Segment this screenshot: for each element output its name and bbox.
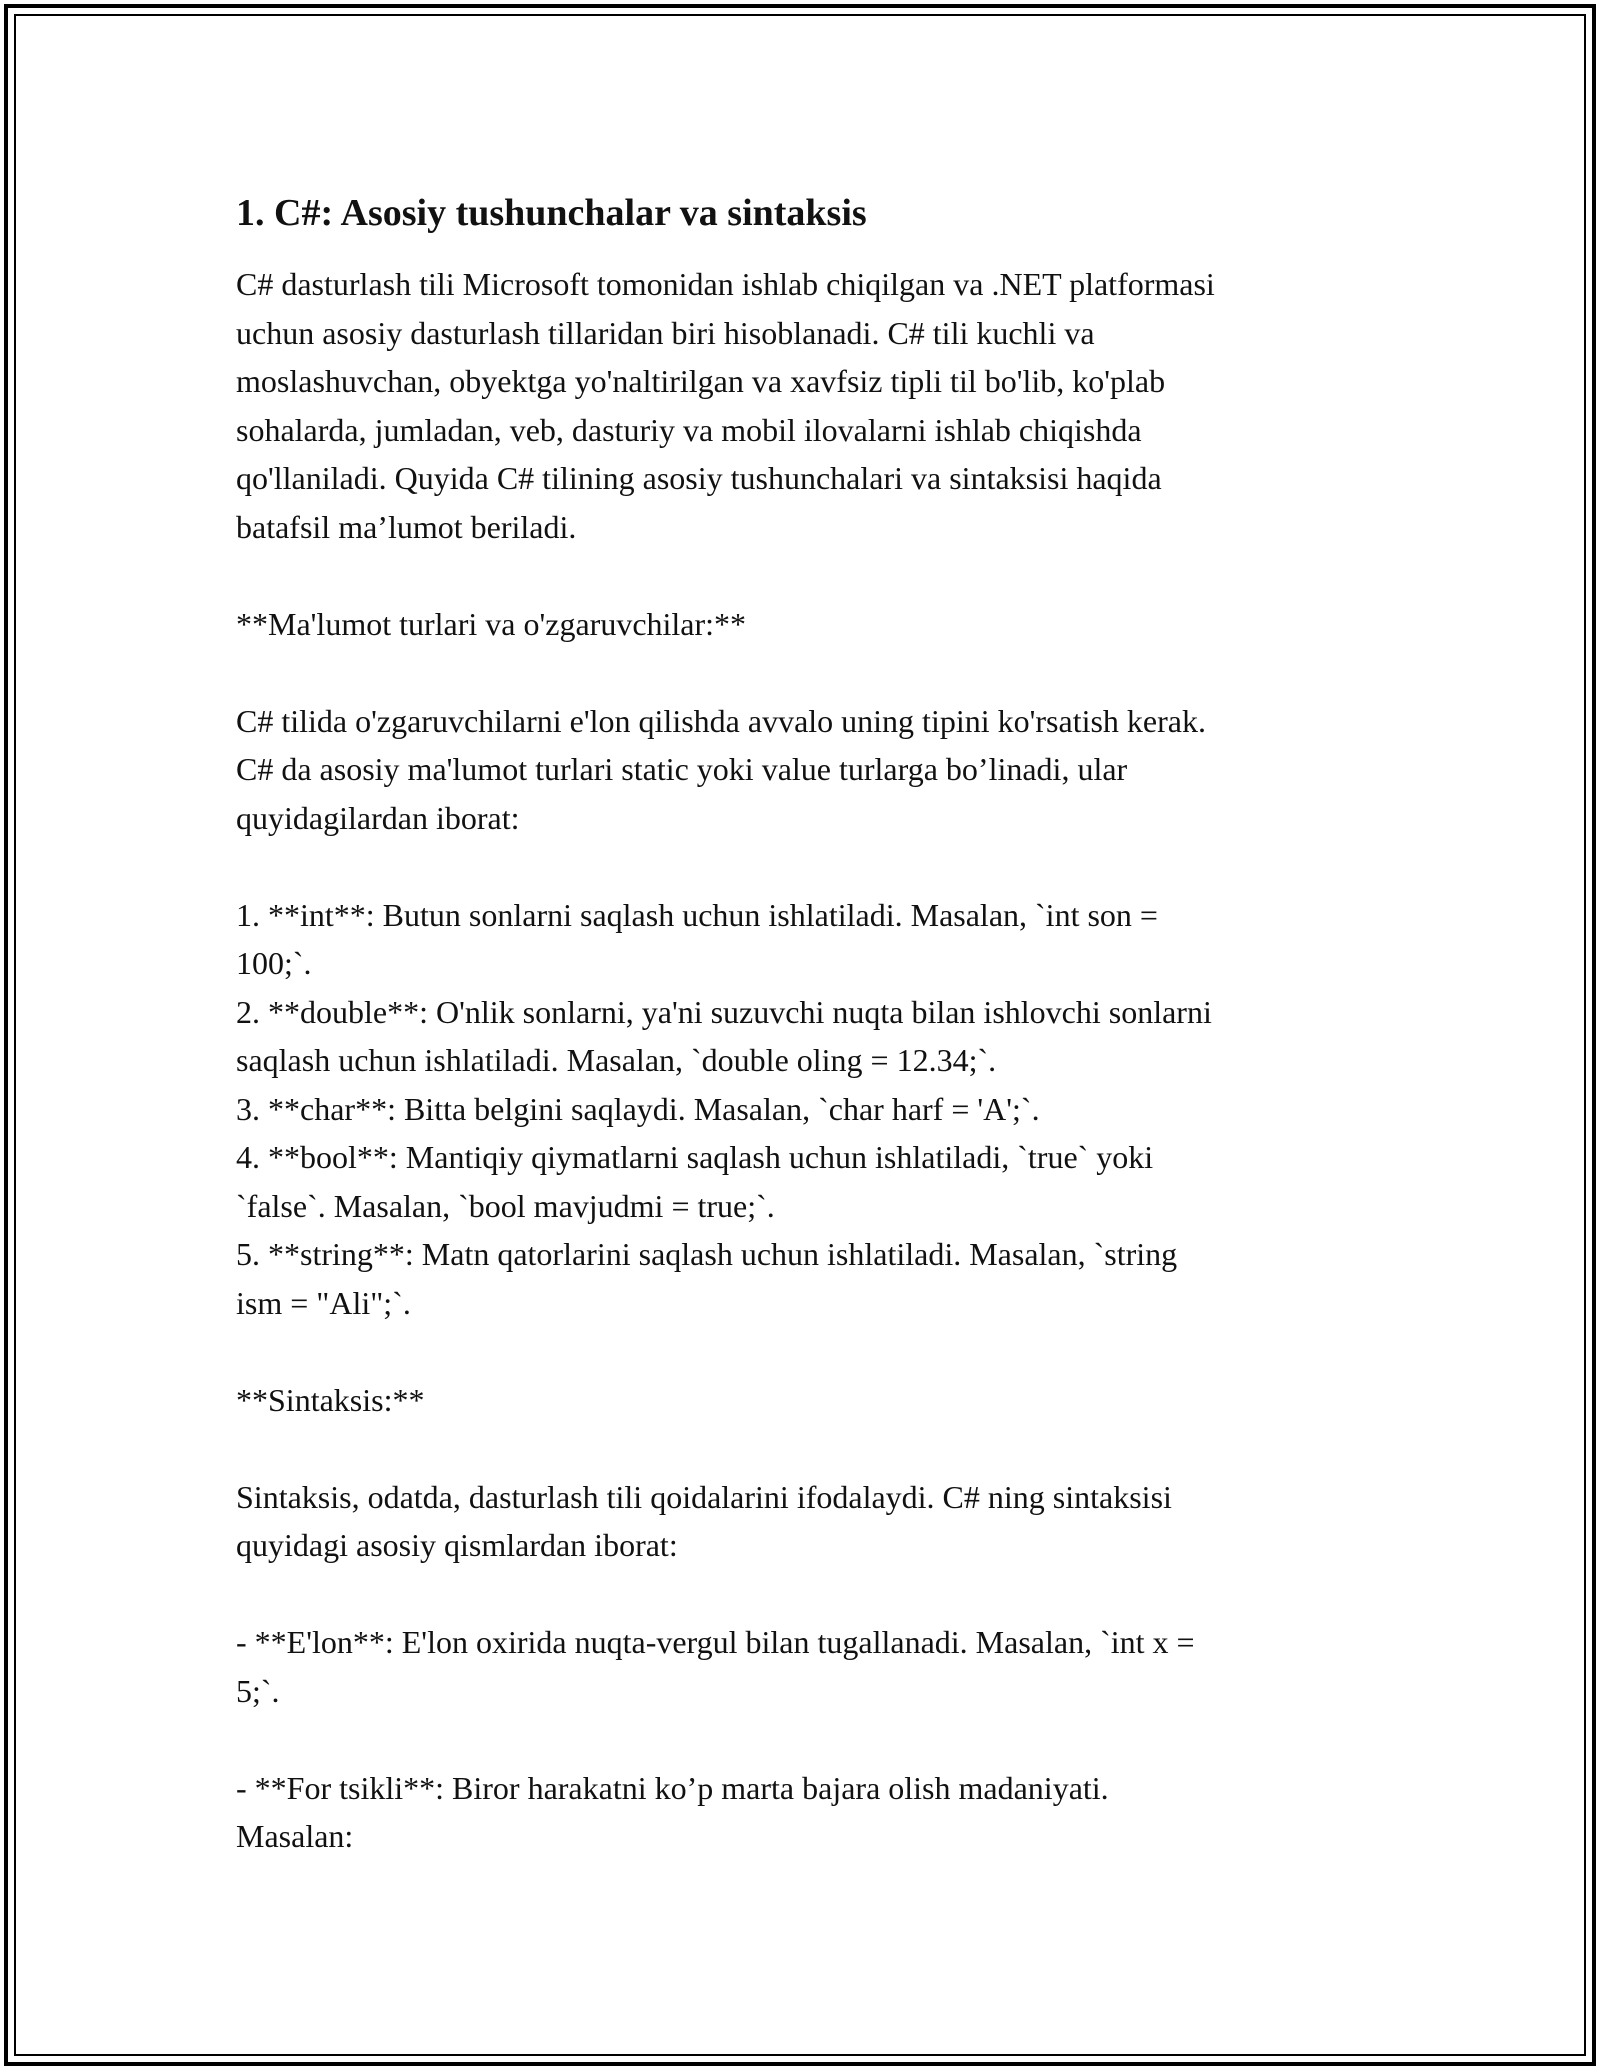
text-line: moslashuvchan, obyektga yo'naltirilgan va xavfsiz tipli til bo'lib, ko'plab bbox=[236, 363, 1166, 399]
text-line: **Sintaksis:** bbox=[236, 1381, 425, 1418]
list-item-line: 100;`. bbox=[236, 945, 312, 981]
intro-paragraph bbox=[236, 260, 1376, 551]
list-item-line: - **E'lon**: E'lon oxirida nuqta-vergul bilan tugallanadi. Masalan, `int x = bbox=[236, 1624, 1195, 1660]
declaration-item bbox=[236, 1618, 1376, 1715]
list-item-line: 5;`. bbox=[236, 1672, 280, 1709]
list-item-line: - **For tsikli**: Biror harakatni ko’p marta bajara olish madaniyati. bbox=[236, 1769, 1109, 1806]
text-line: Sintaksis, odatda, dasturlash tili qoidalarini ifodalaydi. C# ning sintaksisi bbox=[236, 1478, 1172, 1515]
data-types-intro bbox=[236, 697, 1376, 843]
text-line: quyidagi asosiy qismlardan iborat: bbox=[236, 1527, 678, 1563]
list-item-line: 2. **double**: O'nlik sonlarni, ya'ni suzuvchi nuqta bilan ishlovchi sonlarni bbox=[236, 993, 1212, 1030]
list-item-line: 3. **char**: Bitta belgini saqlaydi. Masalan, `char harf = 'A';`. bbox=[236, 1090, 1040, 1127]
blank-line bbox=[236, 1424, 1376, 1473]
text-line: quyidagilardan iborat: bbox=[236, 799, 520, 836]
blank-line bbox=[236, 842, 1376, 891]
text-line: qo'llaniladi. Quyida C# tilining asosiy tushunchalari va sintaksisi haqida bbox=[236, 460, 1162, 496]
data-types-title bbox=[236, 600, 1376, 649]
text-line: C# tilida o'zgaruvchilarni e'lon qilishda avvalo uning tipini ko'rsatish kerak. bbox=[236, 702, 1206, 739]
for-loop-item bbox=[236, 1764, 1376, 1861]
data-types-list bbox=[236, 891, 1376, 1328]
list-item-line: ism = "Ali";`. bbox=[236, 1284, 411, 1321]
document-body bbox=[236, 186, 1376, 1861]
text-line: C# da asosiy ma'lumot turlari static yoki value turlarga bo’linadi, ular bbox=[236, 751, 1128, 787]
blank-line bbox=[236, 648, 1376, 697]
blank-line bbox=[236, 551, 1376, 600]
list-item-line: 4. **bool**: Mantiqiy qiymatlarni saqlash uchun ishlatiladi, `true` yoki bbox=[236, 1139, 1154, 1175]
syntax-intro bbox=[236, 1473, 1376, 1570]
text-line: uchun asosiy dasturlash tillaridan biri hisoblanadi. C# tili kuchli va bbox=[236, 314, 1095, 351]
text-line: batafsil ma’lumot beriladi. bbox=[236, 508, 577, 545]
list-item-line: Masalan: bbox=[236, 1818, 354, 1854]
list-item-line: 1. **int**: Butun sonlarni saqlash uchun ishlatiladi. Masalan, `int son = bbox=[236, 896, 1158, 933]
list-item-line: `false`. Masalan, `bool mavjudmi = true;`. bbox=[236, 1187, 775, 1224]
blank-line bbox=[236, 1327, 1376, 1376]
text-line: sohalarda, jumladan, veb, dasturiy va mobil ilovalarni ishlab chiqishda bbox=[236, 411, 1142, 448]
text-line: **Ma'lumot turlari va o'zgaruvchilar:** bbox=[236, 605, 747, 642]
list-item-line: 5. **string**: Matn qatorlarini saqlash uchun ishlatiladi. Masalan, `string bbox=[236, 1236, 1178, 1272]
blank-line bbox=[236, 1570, 1376, 1619]
section-heading: 1. C#: Asosiy tushunchalar va sintaksis bbox=[236, 192, 867, 234]
list-item-line: saqlash uchun ishlatiladi. Masalan, `double oling = 12.34;`. bbox=[236, 1042, 997, 1078]
blank-line bbox=[236, 1715, 1376, 1764]
text-line: C# dasturlash tili Microsoft tomonidan ishlab chiqilgan va .NET platformasi bbox=[236, 266, 1215, 302]
syntax-title bbox=[236, 1376, 1376, 1425]
